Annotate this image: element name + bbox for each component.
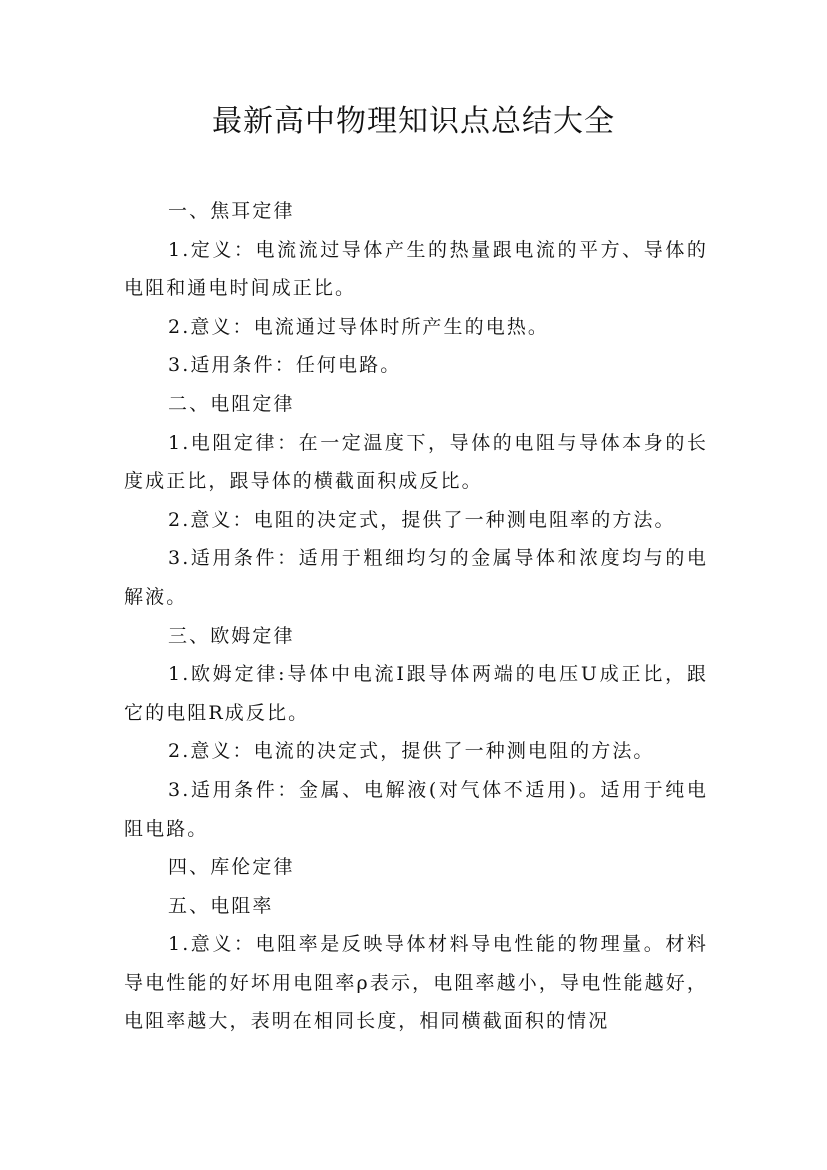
- section-heading-joule-law: 一、焦耳定律: [168, 200, 295, 222]
- document-body: [124, 192, 708, 1041]
- paragraph: 1.意义：电阻率是反映导体材料导电性能的物理量。材料导电性能的好坏用电阻率ρ表示，电阻率越小，导电性能越好，电阻率越大，表明在相同长度，相同横截面积的情况: [124, 933, 708, 1033]
- paragraph: 3.适用条件：适用于粗细均匀的金属导体和浓度均与的电解液。: [124, 547, 708, 608]
- paragraph: 1.电阻定律：在一定温度下，导体的电阻与导体本身的长度成正比，跟导体的横截面积成反比。: [124, 431, 708, 493]
- paragraph: 2.意义：电流的决定式，提供了一种测电阻的方法。: [168, 740, 655, 763]
- section-heading-ohm-law: 三、欧姆定律: [168, 624, 295, 647]
- paragraph: 2.意义：电阻的决定式，提供了一种测电阻率的方法。: [168, 508, 676, 531]
- paragraph: 2.意义：电流通过导体时所产生的电热。: [168, 315, 550, 338]
- section-heading-resistivity: 五、电阻率: [168, 894, 274, 917]
- paragraph: 3.适用条件：任何电路。: [168, 354, 402, 377]
- section-heading-coulomb-law: 四、库伦定律: [168, 856, 295, 879]
- section-heading-resistance-law: 二、电阻定律: [168, 392, 295, 415]
- paragraph: 1.定义：电流流过导体产生的热量跟电流的平方、导体的电阻和通电时间成正比。: [124, 238, 708, 300]
- paragraph: 1.欧姆定律:导体中电流I跟导体两端的电压U成正比，跟它的电阻R成反比。: [124, 663, 708, 724]
- paragraph: 3.适用条件：金属、电解液(对气体不适用)。适用于纯电阻电路。: [124, 778, 708, 840]
- document-title: 最新高中物理知识点总结大全: [212, 104, 615, 139]
